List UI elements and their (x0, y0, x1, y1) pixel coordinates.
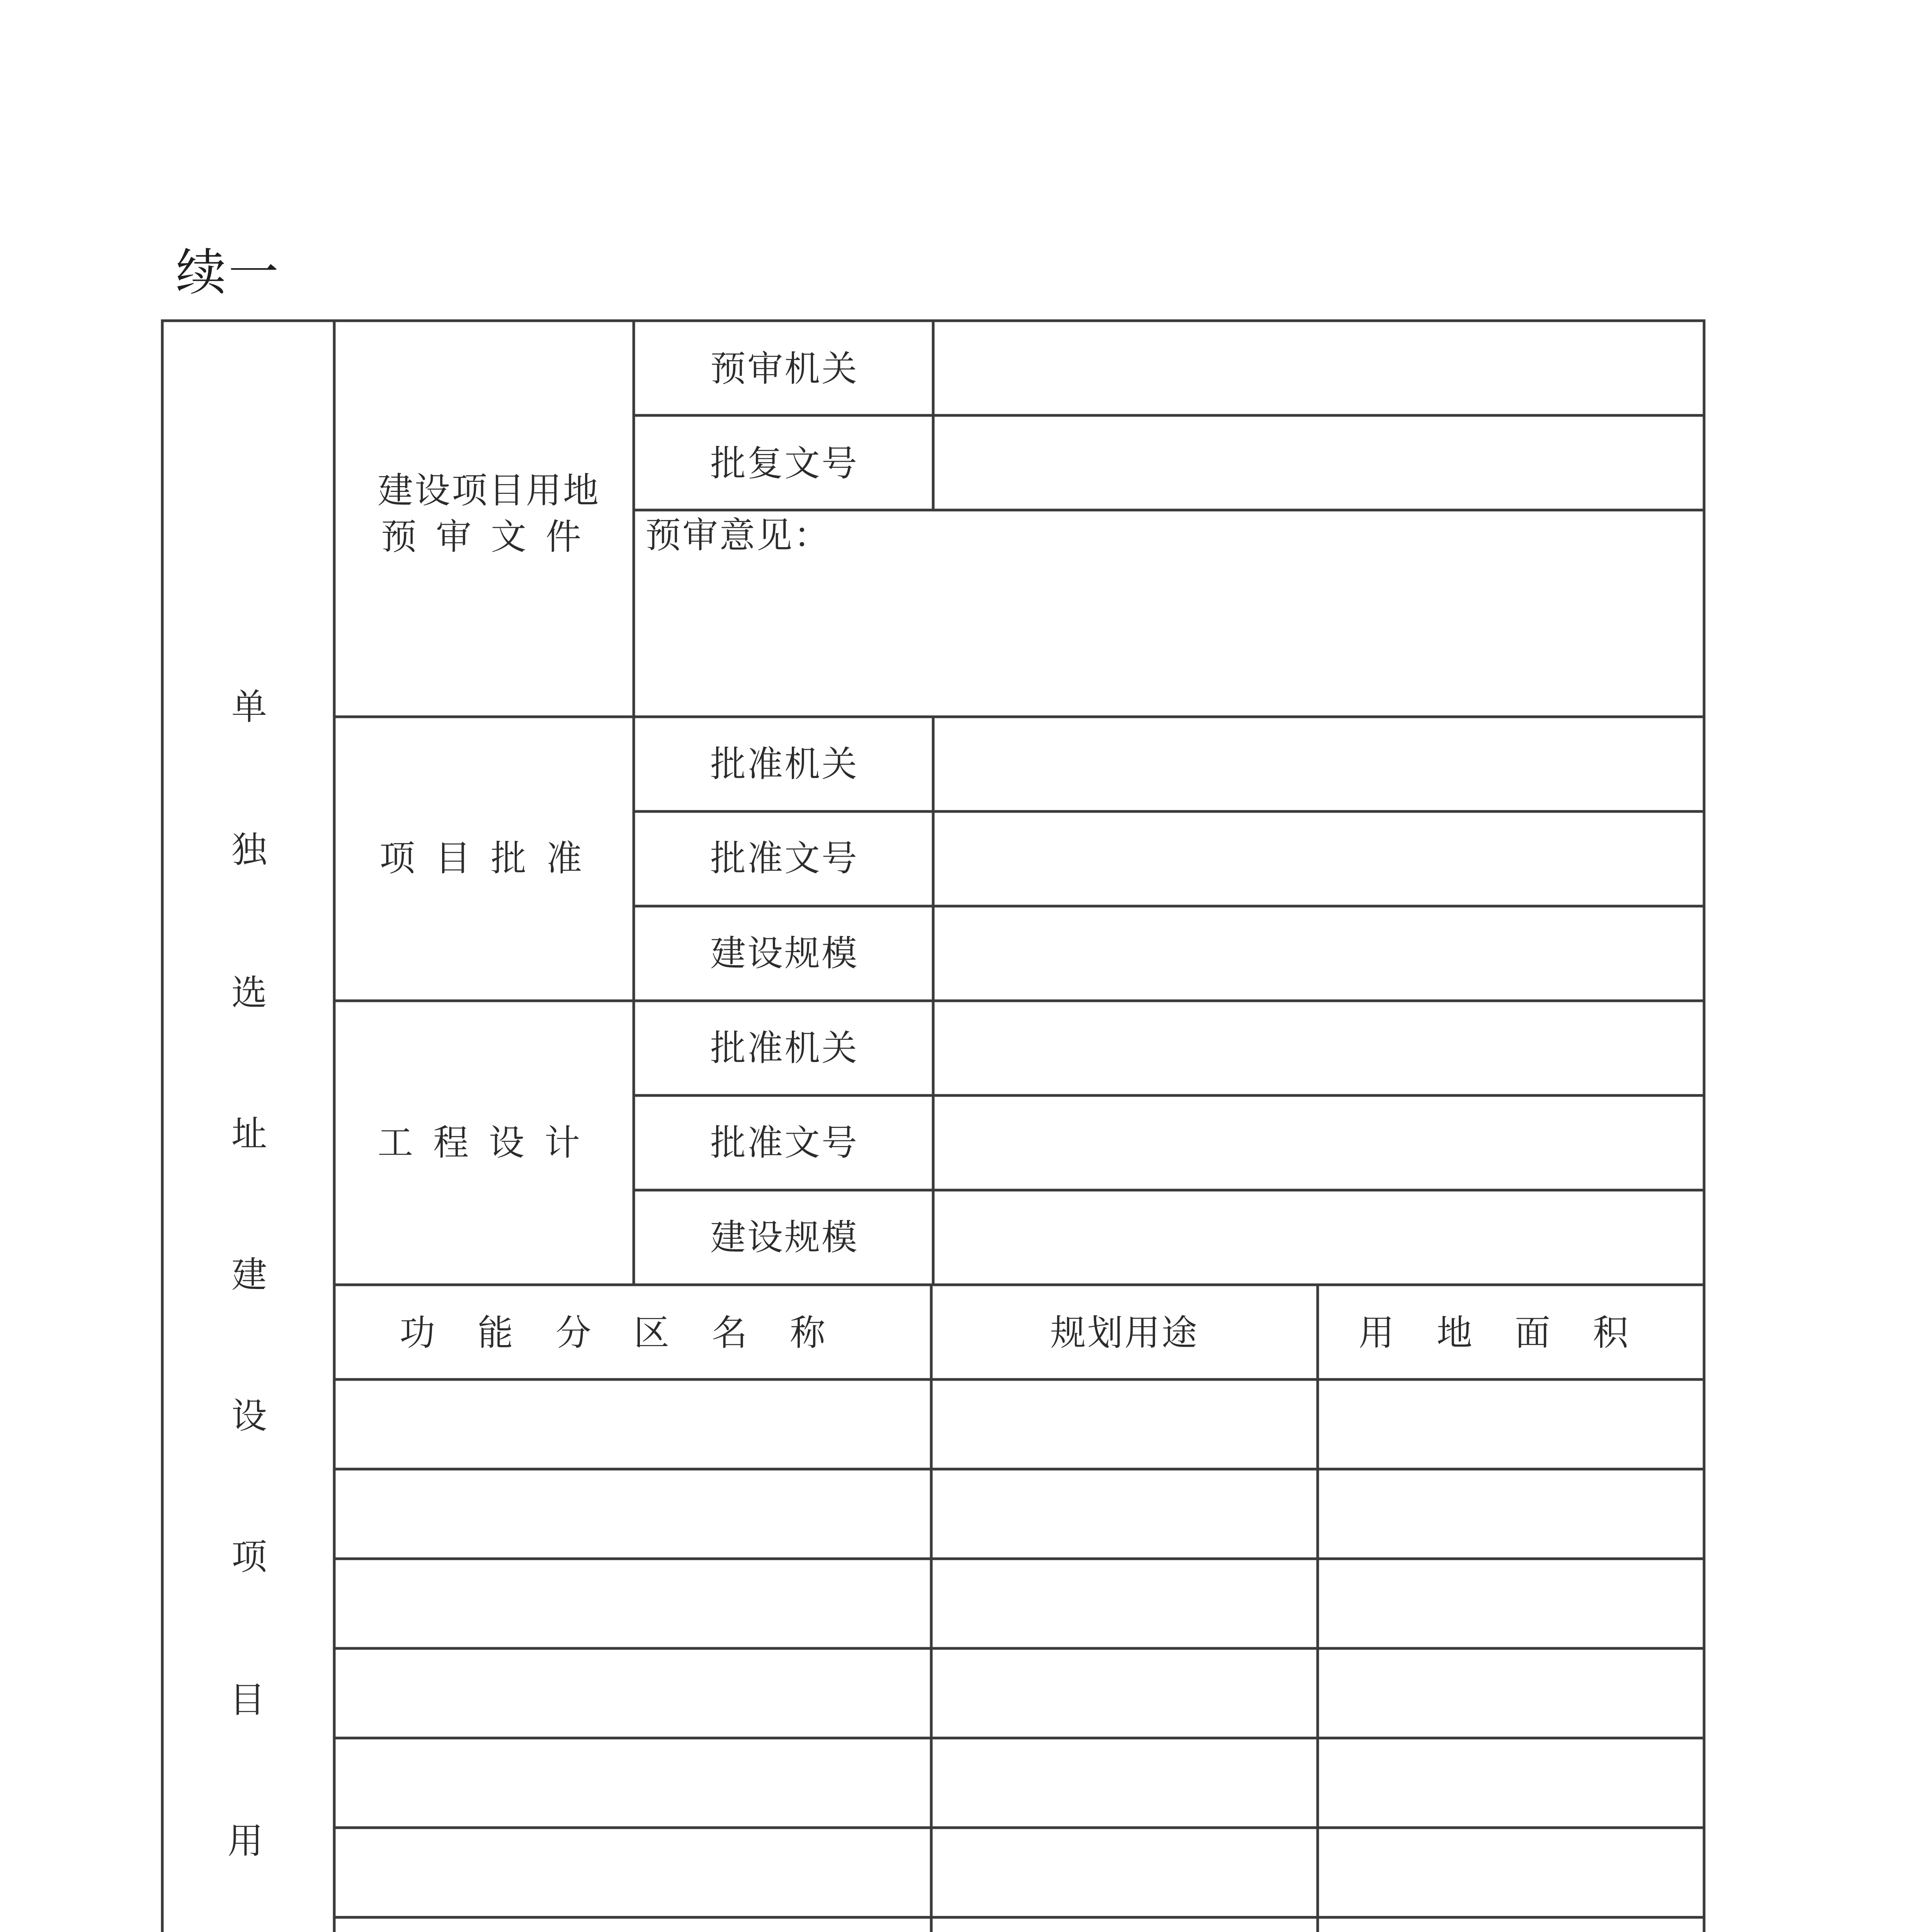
planned-use-cell[interactable] (934, 1920, 1315, 1932)
left-column-char: 用 (227, 1820, 264, 1862)
left-column-char: 目 (229, 1679, 265, 1721)
left-column-char: 址 (231, 1113, 267, 1155)
zone-name-cell[interactable] (337, 1741, 928, 1825)
engineering-design-group-label: 工程设计 (377, 1122, 600, 1163)
land-area-cell[interactable] (1321, 1562, 1701, 1645)
project-approval-group-label: 项目批准 (379, 838, 602, 879)
left-column-char: 独 (231, 829, 267, 871)
engineering-design-authority-value[interactable] (935, 1003, 1702, 1094)
project-approval-authority-value[interactable] (935, 719, 1702, 810)
left-column-char: 设 (231, 1395, 267, 1437)
planned-use-header: 规划用途 (1050, 1312, 1199, 1354)
project-approval-scale-value[interactable] (935, 908, 1702, 999)
project-approval-scale-label: 建设规模 (710, 933, 859, 974)
project-approval-doc-no-value[interactable] (935, 813, 1702, 904)
left-column-char: 建 (231, 1254, 267, 1296)
planned-use-cell[interactable] (934, 1383, 1315, 1466)
land-area-cell[interactable] (1321, 1651, 1701, 1735)
land-area-cell[interactable] (1321, 1741, 1701, 1825)
engineering-design-doc-no-value[interactable] (935, 1097, 1702, 1188)
project-approval-authority-label: 批准机关 (710, 743, 859, 785)
zone-name-cell[interactable] (337, 1920, 928, 1932)
land-area-cell[interactable] (1321, 1383, 1701, 1466)
zone-name-cell[interactable] (337, 1651, 928, 1735)
project-approval-doc-no-label: 批准文号 (710, 838, 859, 879)
zone-name-header: 功能分区名称 (399, 1312, 868, 1354)
preapproval-opinion-value[interactable] (641, 560, 1700, 711)
left-column-char: 单 (231, 686, 267, 728)
zone-name-cell[interactable] (337, 1831, 928, 1914)
preapproval-group-label-line2: 预审文件 (381, 516, 601, 558)
preapproval-group-label-line1: 建设项目用地 (377, 470, 600, 511)
left-column-char: 选 (231, 972, 267, 1014)
continuation-heading: 续一 (176, 243, 281, 302)
planned-use-cell[interactable] (934, 1562, 1315, 1645)
planned-use-cell[interactable] (934, 1651, 1315, 1735)
planned-use-cell[interactable] (934, 1472, 1315, 1556)
preapproval-authority-value[interactable] (935, 323, 1702, 413)
planned-use-cell[interactable] (934, 1741, 1315, 1825)
left-column-char: 项 (231, 1536, 267, 1578)
preapproval-doc-no-label: 批复文号 (710, 443, 859, 484)
preapproval-opinion-label: 预审意见： (645, 515, 831, 556)
engineering-design-authority-label: 批准机关 (710, 1027, 859, 1069)
land-area-cell[interactable] (1321, 1472, 1701, 1556)
zone-name-cell[interactable] (337, 1383, 928, 1466)
preapproval-authority-label: 预审机关 (710, 348, 859, 389)
zone-name-cell[interactable] (337, 1562, 928, 1645)
land-area-cell[interactable] (1321, 1920, 1701, 1932)
planned-use-cell[interactable] (934, 1831, 1315, 1914)
engineering-design-doc-no-label: 批准文号 (710, 1122, 859, 1163)
preapproval-doc-no-value[interactable] (935, 417, 1702, 508)
engineering-design-scale-label: 建设规模 (710, 1217, 859, 1258)
engineering-design-scale-value[interactable] (935, 1192, 1702, 1283)
zone-name-cell[interactable] (337, 1472, 928, 1556)
land-area-header: 用地面积 (1358, 1312, 1671, 1354)
land-area-cell[interactable] (1321, 1831, 1701, 1914)
